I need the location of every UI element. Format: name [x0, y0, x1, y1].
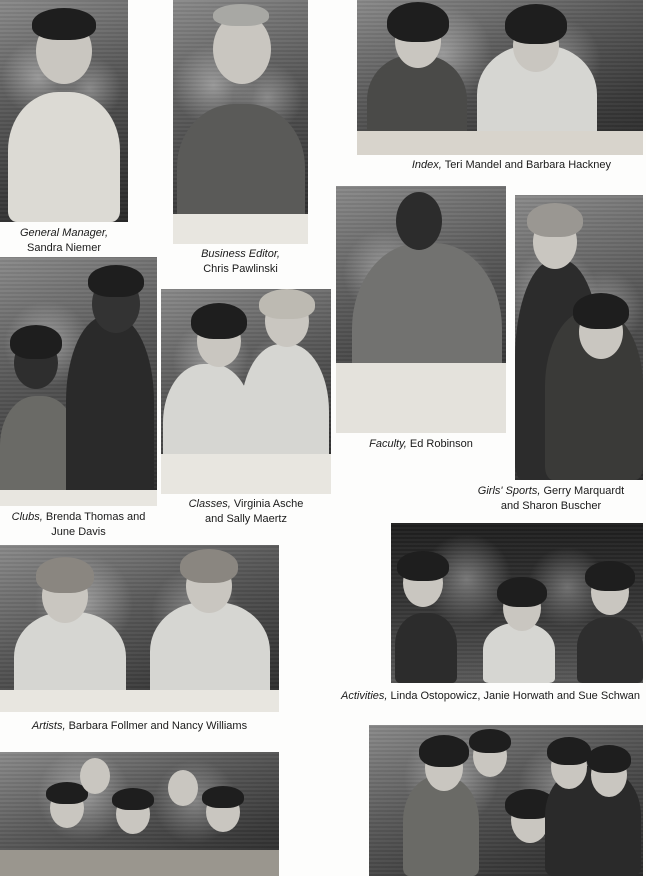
photo-group-bottom-left — [0, 752, 279, 876]
photo-activities — [391, 523, 643, 683]
photo-index — [357, 0, 643, 155]
caption-business-editor — [173, 247, 308, 277]
caption-names: Barbara Follmer and Nancy Williams — [68, 720, 248, 732]
caption-names: Linda Ostopowicz, Janie Horwath and Sue Schwan — [390, 690, 640, 702]
caption-classes — [161, 497, 331, 527]
caption-role: Girls' Sports, — [477, 485, 541, 497]
caption-names: Sandra Niemer — [27, 242, 101, 254]
caption-artists — [0, 719, 279, 734]
photo-business-editor — [173, 0, 308, 244]
photo-girls-sports — [515, 195, 643, 480]
photo-artists — [0, 545, 279, 712]
caption-names-line-1: Brenda Thomas and — [45, 511, 146, 523]
photo-classes — [161, 289, 331, 494]
caption-index — [357, 158, 611, 173]
caption-role: Clubs, — [11, 511, 43, 523]
photo-group-bottom-right — [369, 725, 643, 876]
caption-general-manager — [0, 226, 128, 256]
caption-role: General Manager, — [19, 227, 109, 239]
caption-role: Business Editor, — [201, 248, 280, 260]
caption-names-line-2: and Sharon Buscher — [500, 500, 602, 512]
caption-activities — [340, 689, 640, 704]
caption-names: Chris Pawlinski — [203, 263, 278, 275]
caption-names-line-2: June Davis — [51, 526, 106, 538]
caption-role: Faculty, — [369, 438, 407, 450]
caption-clubs — [0, 510, 157, 540]
caption-role: Index, — [411, 159, 442, 171]
caption-names-line-2: and Sally Maertz — [205, 513, 287, 525]
caption-role: Artists, — [31, 720, 66, 732]
caption-names: Teri Mandel and Barbara Hackney — [444, 159, 611, 171]
caption-role: Activities, — [340, 690, 388, 702]
photo-faculty — [336, 186, 506, 433]
caption-names-line-1: Gerry Marquardt — [543, 485, 625, 497]
photo-general-manager — [0, 0, 128, 222]
photo-clubs — [0, 257, 157, 506]
caption-names: Ed Robinson — [409, 438, 473, 450]
caption-names-line-1: Virginia Asche — [233, 498, 304, 510]
caption-faculty — [336, 437, 506, 452]
caption-girls-sports — [462, 484, 640, 514]
caption-role: Classes, — [188, 498, 231, 510]
